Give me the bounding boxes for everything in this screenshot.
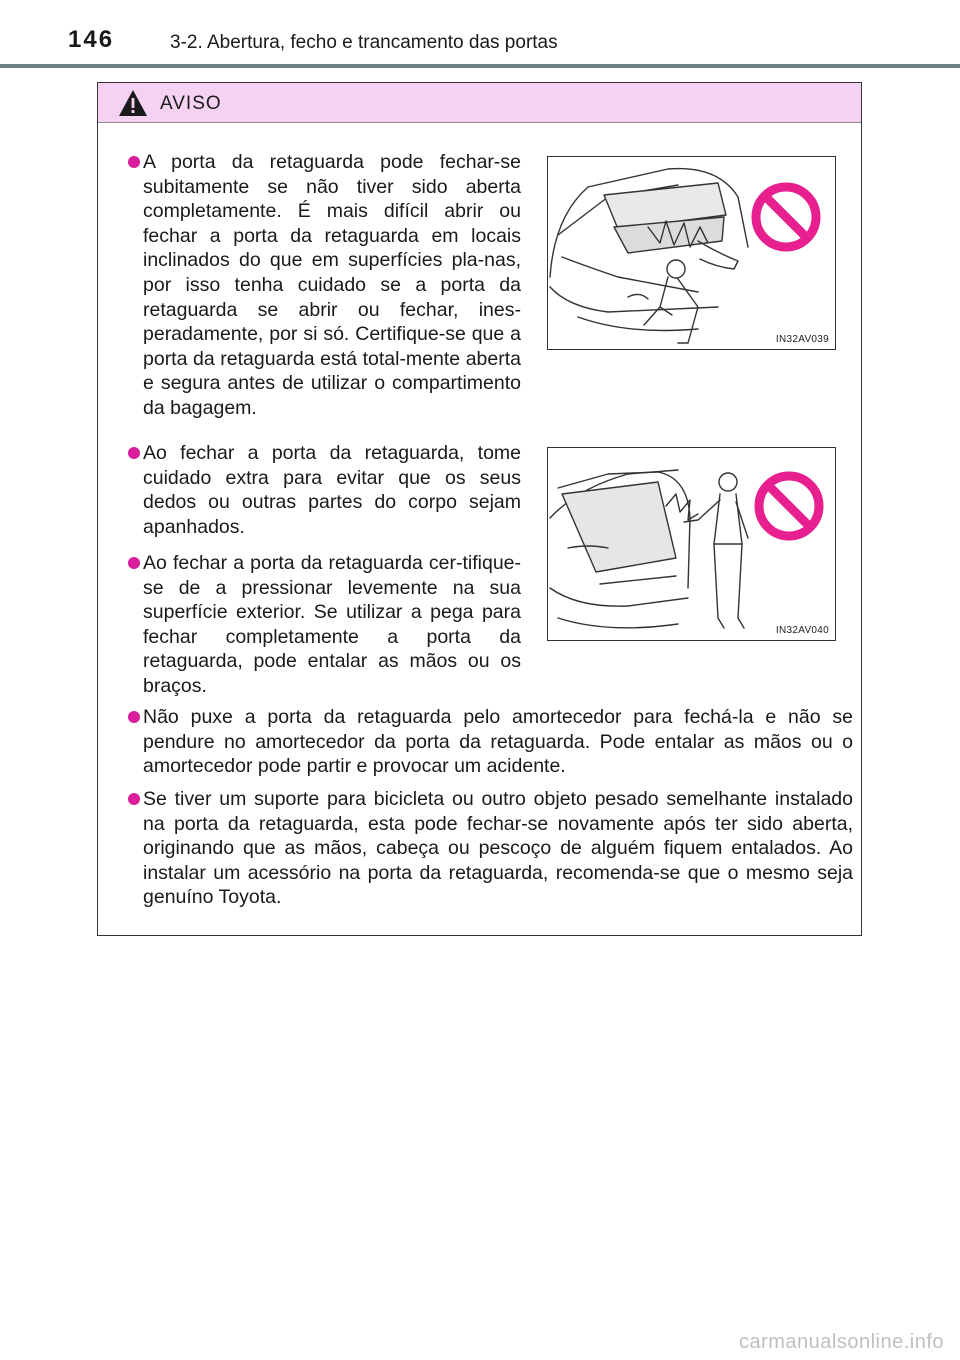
warning-item-text: Se tiver um suporte para bicicleta ou outro objeto pesado semelhante instalado na porta da retaguarda, esta pode fechar-se novamente após ter sido aberta, originando que as mãos, cabeça ou pescoço de alguém fiquem entalados. Ao instalar um acessório na porta da retaguarda, recomenda-se que o mesmo seja genuíno Toyota. xyxy=(143,788,853,909)
bullet-icon xyxy=(128,711,140,723)
section-title: 3-2. Abertura, fecho e trancamento das portas xyxy=(170,32,558,53)
figure-code: IN32AV039 xyxy=(775,334,829,345)
bullet-icon xyxy=(128,793,140,805)
warning-item-4 xyxy=(143,705,853,779)
warning-box xyxy=(97,82,862,936)
bullet-icon xyxy=(128,447,140,459)
page-number: 146 xyxy=(68,26,115,53)
warning-header xyxy=(98,83,861,123)
warning-item-2 xyxy=(143,441,521,539)
figure-tailgate-pinching-hand xyxy=(547,447,836,641)
page-header xyxy=(0,0,960,70)
warning-item-3 xyxy=(143,551,521,699)
figure-tailgate-closing-on-person xyxy=(547,156,836,350)
warning-item-1 xyxy=(143,150,521,421)
warning-item-text: Ao fechar a porta da retaguarda cer-tifique-se de a pressionar levemente na sua superfície exterior. Se utilizar a pega para fechar completamente a porta da retaguarda, pode entalar as mãos ou os braços. xyxy=(143,552,521,697)
warning-item-text: Não puxe a porta da retaguarda pelo amortecedor para fechá-la e não se pendure no amortecedor da porta da retaguarda. Pode entalar as mãos ou o amortecedor pode partir e provocar um acidente. xyxy=(143,706,853,778)
header-rule xyxy=(0,64,960,68)
warning-item-text: Ao fechar a porta da retaguarda, tome cuidado extra para evitar que os seus dedos ou outras partes do corpo sejam apanhados. xyxy=(143,442,521,538)
warning-item-5 xyxy=(143,787,853,910)
warning-item-text: A porta da retaguarda pode fechar-se subitamente se não tiver sido aberta completamente. É mais difícil abrir ou fechar a porta da retaguarda em locais inclinados do que em superfícies pla-nas, por isso tenha cuidado se a porta da retaguarda se abrir ou fechar, ines-peradamente, por si só. Certifique-se que a porta da retaguarda está total-mente aberta e segura antes de utilizar o compartimento da bagagem. xyxy=(143,151,521,419)
bullet-icon xyxy=(128,156,140,168)
watermark-text: carmanualsonline.info xyxy=(738,1331,944,1353)
tailgate-person-illustration-icon xyxy=(548,157,836,350)
warning-triangle-icon xyxy=(118,89,148,117)
figure-code: IN32AV040 xyxy=(775,625,829,636)
tailgate-hand-illustration-icon xyxy=(548,448,836,641)
warning-title: AVISO xyxy=(160,93,222,114)
bullet-icon xyxy=(128,557,140,569)
